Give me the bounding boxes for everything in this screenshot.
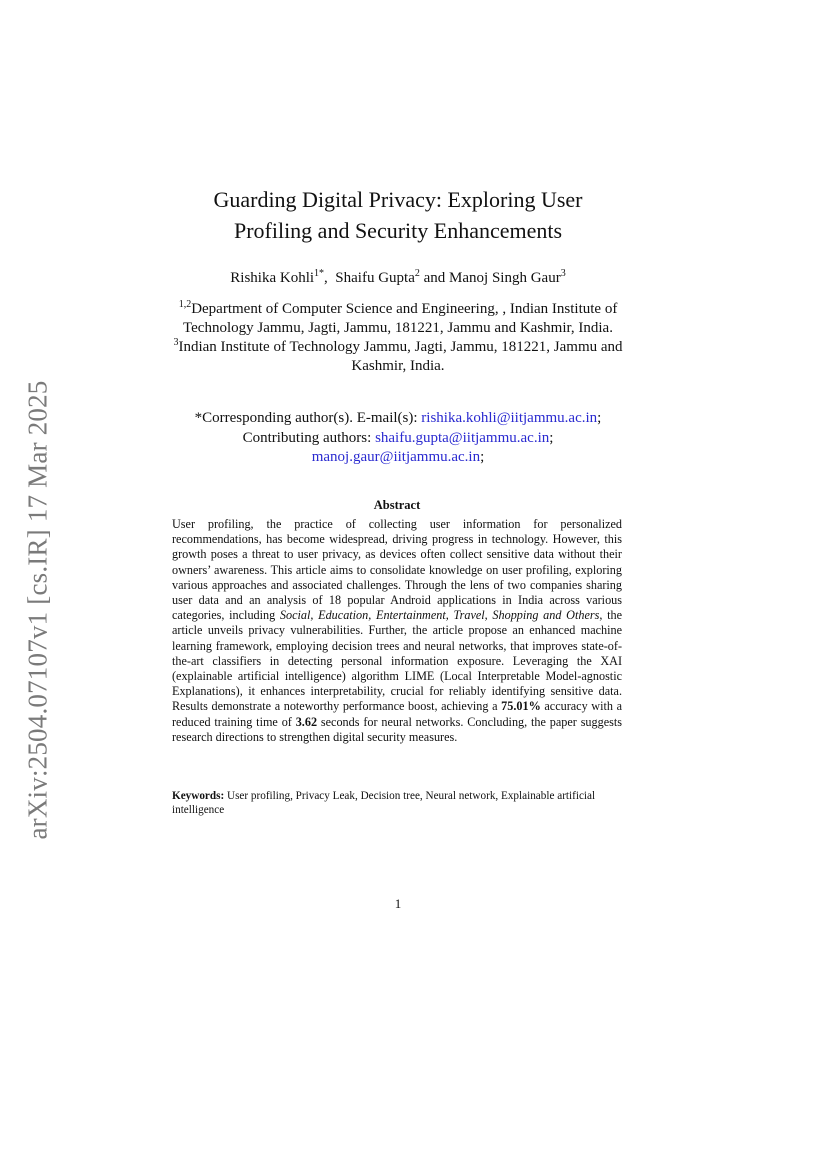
affiliations (150, 300, 646, 376)
corresponding-label: *Corresponding author(s). E-mail(s): (194, 410, 422, 426)
affiliation-superscript: 3 (173, 337, 179, 348)
abstract-heading: Abstract (373, 498, 421, 512)
separator: ; (549, 429, 554, 446)
paper-title (170, 184, 626, 246)
abstract-text: seconds for neural networks. Concluding, the paper suggests research directions to strengthen digital security measures. (172, 714, 622, 744)
page-number: 1 (394, 896, 402, 911)
abstract-text: , the article unveils privacy vulnerabilities. Further, the article propose an enhanced machine learning framework, employing decision trees and neural networks, that improves state-of-the-art classifiers in detecting personal information exposure. Leveraging the XAI (explainable artificial intelligence) algorithm LIME (Local Interpretable Model-agnostic Explanations), it enhances interpretability, crucial for reliably identifying sensitive data. Results demonstrate a noteworthy performance boost, achieving a (172, 608, 622, 714)
affiliation-text: Department of Computer Science and Engineering, , Indian Institute of Technology Jammu, Jagti, Jammu, 181221, Jammu and Kashmir, India. (183, 301, 618, 336)
abstract-categories: Social, Education, Entertainment, Travel, Shopping and Others (279, 608, 600, 623)
affiliation-text: Indian Institute of Technology Jammu, Jagti, Jammu, 181221, Jammu and Kashmir, India. (178, 339, 623, 374)
author-separator: , (324, 270, 336, 286)
keywords-text: User profiling, Privacy Leak, Decision tree, Neural network, Explainable artificial intelligence (172, 790, 598, 816)
contact-block (120, 409, 676, 468)
author-superscript: 2 (414, 268, 420, 279)
abstract-body (172, 517, 622, 745)
separator: ; (597, 410, 602, 426)
keywords (172, 790, 622, 817)
author-superscript: 3 (560, 268, 566, 279)
arxiv-identifier-sidebar: arXiv:2504.07107v1 [cs.IR] 17 Mar 2025 (22, 380, 53, 840)
title-line-2: Profiling and Security Enhancements (233, 218, 563, 243)
separator: ; (480, 449, 485, 465)
abstract-text: User profiling, the practice of collecting user information for personalized recommendations, has become widespread, driving progress in technology. However, this growth poses a threat to user privacy, as devices often collect sensitive data without their owners’ awareness. This article aims to consolidate knowledge on user profiling, exploring various approaches and associated challenges. Through the lens of two companies sharing user data and an analysis of 18 popular Android applications in India across various categories, including (172, 517, 622, 623)
abstract-text: accuracy with a reduced training time of (172, 699, 622, 729)
author-name: Manoj Singh Gaur (449, 270, 561, 286)
author-name: Shaifu Gupta (335, 270, 415, 286)
corresponding-email-link[interactable]: rishika.kohli@iitjammu.ac.in (421, 410, 598, 426)
keywords-label: Keywords: (172, 790, 225, 802)
accuracy-value: 75.01% (501, 699, 541, 714)
title-line-1: Guarding Digital Privacy: Exploring User (213, 187, 583, 212)
author-name: Rishika Kohli (230, 270, 315, 286)
training-time-value: 3.62 (295, 714, 318, 729)
contributing-email-link[interactable]: shaifu.gupta@iitjammu.ac.in (375, 429, 550, 446)
contributing-email-link[interactable]: manoj.gaur@iitjammu.ac.in (311, 449, 481, 465)
author-list (120, 268, 676, 288)
author-superscript: 1* (314, 268, 325, 279)
contributing-label: Contributing authors: (242, 429, 376, 446)
affiliation-superscript: 1,2 (178, 299, 192, 310)
author-separator: and (419, 270, 450, 286)
